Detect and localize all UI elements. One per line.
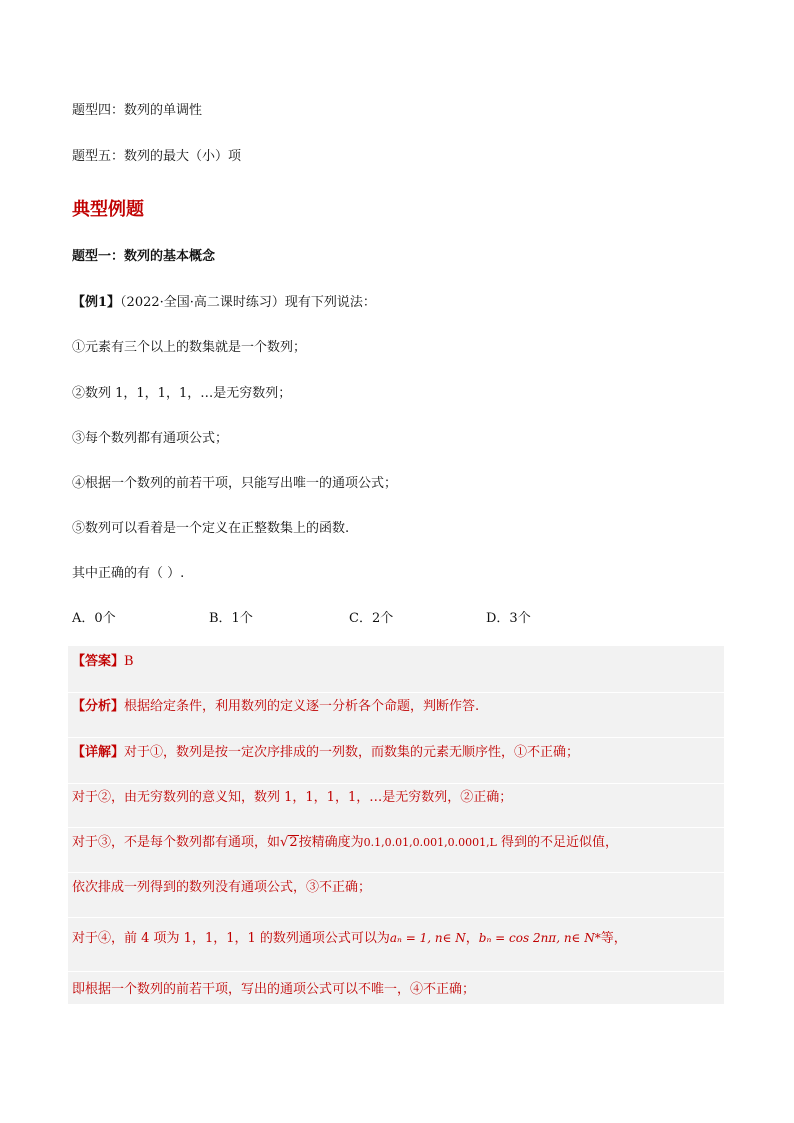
detail-line-5-a: 对于④，前 4 项为 1，1，1，1 的数列通项公式可以为 <box>72 931 390 946</box>
detail-line <box>72 743 579 763</box>
detail-line-3-c: 得到的不足近似值， <box>496 835 619 850</box>
sqrt-radicand: 2 <box>289 835 298 850</box>
formula-a-n: aₙ = 1, n∈ N <box>389 931 466 945</box>
row-divider <box>68 737 724 738</box>
row-divider <box>68 917 724 918</box>
toc-item-5: 题型五：数列的最大（小）项 <box>72 149 242 164</box>
detail-line-4: 依次排成一列得到的数列没有通项公式，③不正确； <box>72 880 372 895</box>
statement-3: ③每个数列都有通项公式； <box>72 431 229 446</box>
analysis-label: 【分析】 <box>72 699 125 714</box>
choice-b: B．1个 <box>209 611 253 626</box>
row-divider <box>68 872 724 873</box>
section-title: 典型例题 <box>72 199 144 220</box>
answer-label: 【答案】 <box>72 654 125 669</box>
example-source: （2022·全国·高二课时练习）现有下列说法： <box>120 295 376 310</box>
statement-5: ⑤数列可以看着是一个定义在正整数集上的函数. <box>72 521 350 536</box>
type1-title: 题型一：数列的基本概念 <box>72 249 216 264</box>
detail-line-2: 对于②，由无穷数列的意义知，数列 1，1，1，1，…是无穷数列，②正确； <box>72 790 513 805</box>
example-label: 【例1】 <box>72 295 121 310</box>
analysis-line <box>72 697 479 717</box>
answer-value: B <box>124 654 134 669</box>
formula-b-n: bₙ = cos 2nπ, n∈ N* <box>478 931 601 945</box>
statement-2: ②数列 1，1，1，1，…是无穷数列； <box>72 386 292 401</box>
row-divider <box>68 783 724 784</box>
row-divider <box>68 692 724 693</box>
statement-4: ④根据一个数列的前若干项，只能写出唯一的通项公式； <box>72 476 398 491</box>
detail-text: 对于①，数列是按一定次序排成的一列数，而数集的元素无顺序性，①不正确； <box>124 745 580 760</box>
detail-line-3-a: 对于③，不是每个数列都有通项，如 <box>72 835 281 850</box>
sqrt-symbol-icon: √ <box>280 835 289 850</box>
choice-c: C．2个 <box>349 611 394 626</box>
question-text: 其中正确的有（ ）. <box>72 566 185 581</box>
answer-line <box>72 652 134 672</box>
choice-list <box>72 609 632 629</box>
statement-1: ①元素有三个以上的数集就是一个数列； <box>72 340 307 355</box>
choice-d: D．3个 <box>486 611 531 626</box>
detail-line-5 <box>72 928 627 949</box>
detail-line-3-b: 按精确度为 <box>298 835 364 850</box>
choice-a: A．0个 <box>72 611 116 626</box>
detail-line-6: 即根据一个数列的前若干项，写出的通项公式可以不唯一，④不正确； <box>72 982 476 997</box>
analysis-text: 根据给定条件，利用数列的定义逐一分析各个命题，判断作答. <box>124 699 480 714</box>
toc-item-4: 题型四：数列的单调性 <box>72 103 203 118</box>
detail-line-3-seq: 0.1,0.01,0.001,0.0001,L <box>363 836 497 849</box>
row-divider <box>68 827 724 828</box>
example-header <box>72 293 376 313</box>
detail-line-5-sep: ， <box>465 931 479 946</box>
row-divider <box>68 971 724 972</box>
detail-line-5-b: 等， <box>600 931 627 946</box>
detail-label: 【详解】 <box>72 745 125 760</box>
detail-line-3 <box>72 833 618 853</box>
